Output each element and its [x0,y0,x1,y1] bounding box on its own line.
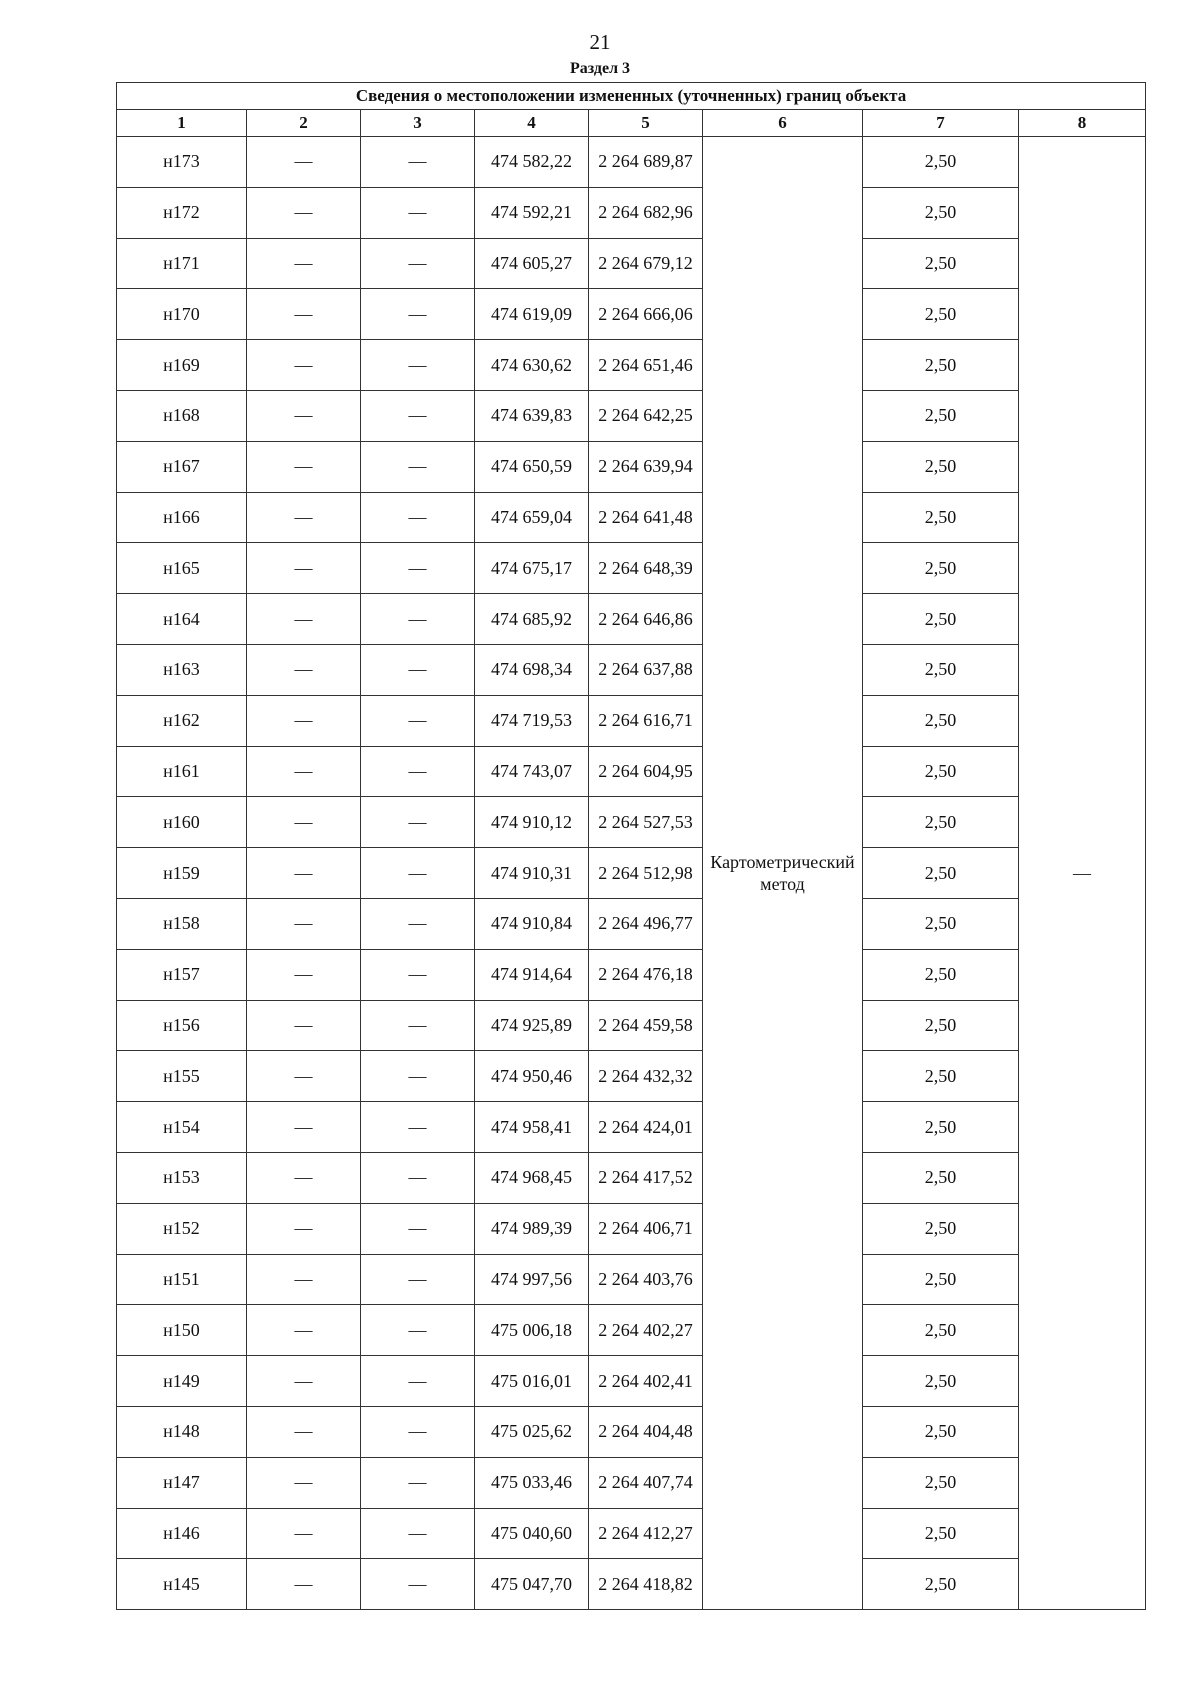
column-2-cell: — [247,390,361,441]
y-coordinate-cell: 2 264 648,39 [589,543,703,594]
y-coordinate-cell: 2 264 604,95 [589,746,703,797]
table-title: Сведения о местоположении измененных (уточненных) границ объекта [117,83,1146,110]
point-cell: н157 [117,949,247,1000]
y-coordinate-cell: 2 264 432,32 [589,1051,703,1102]
x-coordinate-cell: 474 989,39 [475,1203,589,1254]
point-cell: н167 [117,441,247,492]
precision-cell: 2,50 [863,1559,1019,1610]
column-3-cell: — [361,1356,475,1407]
column-2-cell: — [247,1102,361,1153]
x-coordinate-cell: 474 925,89 [475,1000,589,1051]
x-coordinate-cell: 474 950,46 [475,1051,589,1102]
x-coordinate-cell: 474 910,12 [475,797,589,848]
y-coordinate-cell: 2 264 402,41 [589,1356,703,1407]
precision-cell: 2,50 [863,441,1019,492]
y-coordinate-cell: 2 264 641,48 [589,492,703,543]
precision-cell: 2,50 [863,137,1019,188]
x-coordinate-cell: 474 958,41 [475,1102,589,1153]
y-coordinate-cell: 2 264 407,74 [589,1457,703,1508]
point-cell: н148 [117,1406,247,1457]
column-2-cell: — [247,1356,361,1407]
column-3-cell: — [361,1457,475,1508]
table-row [117,1406,1146,1457]
table-row [117,1559,1146,1610]
column-2-cell: — [247,1152,361,1203]
x-coordinate-cell: 474 659,04 [475,492,589,543]
point-cell: н153 [117,1152,247,1203]
precision-cell: 2,50 [863,1356,1019,1407]
table-row [117,441,1146,492]
precision-cell: 2,50 [863,340,1019,391]
column-2-cell: — [247,340,361,391]
column-3-cell: — [361,644,475,695]
y-coordinate-cell: 2 264 512,98 [589,848,703,899]
x-coordinate-cell: 475 033,46 [475,1457,589,1508]
y-coordinate-cell: 2 264 459,58 [589,1000,703,1051]
table-row [117,1102,1146,1153]
table-row [117,289,1146,340]
column-2-cell: — [247,848,361,899]
precision-cell: 2,50 [863,1152,1019,1203]
y-coordinate-cell: 2 264 406,71 [589,1203,703,1254]
point-cell: н149 [117,1356,247,1407]
precision-cell: 2,50 [863,1000,1019,1051]
point-cell: н145 [117,1559,247,1610]
precision-cell: 2,50 [863,746,1019,797]
column-3-cell: — [361,746,475,797]
x-coordinate-cell: 474 675,17 [475,543,589,594]
precision-cell: 2,50 [863,1406,1019,1457]
precision-cell: 2,50 [863,1102,1019,1153]
x-coordinate-cell: 474 630,62 [475,340,589,391]
precision-cell: 2,50 [863,644,1019,695]
column-2-cell: — [247,137,361,188]
column-3-cell: — [361,1508,475,1559]
table-row [117,695,1146,746]
column-3-cell: — [361,289,475,340]
table-row [117,746,1146,797]
x-coordinate-cell: 474 743,07 [475,746,589,797]
precision-cell: 2,50 [863,695,1019,746]
column-3-cell: — [361,1152,475,1203]
point-cell: н163 [117,644,247,695]
point-cell: н170 [117,289,247,340]
column-3-cell: — [361,695,475,746]
column-number: 6 [703,110,863,137]
precision-cell: 2,50 [863,1051,1019,1102]
column-3-cell: — [361,1305,475,1356]
column-2-cell: — [247,898,361,949]
y-coordinate-cell: 2 264 496,77 [589,898,703,949]
column-2-cell: — [247,1508,361,1559]
table-row [117,594,1146,645]
x-coordinate-cell: 474 968,45 [475,1152,589,1203]
table-row [117,949,1146,1000]
column-number: 5 [589,110,703,137]
column-3-cell: — [361,1203,475,1254]
point-cell: н146 [117,1508,247,1559]
y-coordinate-cell: 2 264 642,25 [589,390,703,441]
table-row [117,1203,1146,1254]
y-coordinate-cell: 2 264 689,87 [589,137,703,188]
x-coordinate-cell: 474 698,34 [475,644,589,695]
y-coordinate-cell: 2 264 424,01 [589,1102,703,1153]
column-number: 2 [247,110,361,137]
table-row [117,390,1146,441]
x-coordinate-cell: 475 006,18 [475,1305,589,1356]
column-3-cell: — [361,1254,475,1305]
point-cell: н147 [117,1457,247,1508]
column-2-cell: — [247,1203,361,1254]
table-row [117,1508,1146,1559]
table-row [117,1254,1146,1305]
point-cell: н172 [117,187,247,238]
y-coordinate-cell: 2 264 679,12 [589,238,703,289]
column-3-cell: — [361,1051,475,1102]
table-row [117,848,1146,899]
column-2-cell: — [247,797,361,848]
precision-cell: 2,50 [863,1457,1019,1508]
column-2-cell: — [247,289,361,340]
column-3-cell: — [361,1102,475,1153]
point-cell: н166 [117,492,247,543]
table-row [117,187,1146,238]
column-2-cell: — [247,238,361,289]
point-cell: н160 [117,797,247,848]
precision-cell: 2,50 [863,594,1019,645]
x-coordinate-cell: 474 605,27 [475,238,589,289]
column-8-cell: — [1019,137,1146,1610]
column-number: 8 [1019,110,1146,137]
precision-cell: 2,50 [863,289,1019,340]
point-cell: н156 [117,1000,247,1051]
point-cell: н164 [117,594,247,645]
column-3-cell: — [361,1559,475,1610]
column-number: 7 [863,110,1019,137]
column-2-cell: — [247,644,361,695]
table-body [117,137,1146,1610]
table-row [117,1152,1146,1203]
point-cell: н155 [117,1051,247,1102]
column-2-cell: — [247,1000,361,1051]
y-coordinate-cell: 2 264 418,82 [589,1559,703,1610]
x-coordinate-cell: 474 582,22 [475,137,589,188]
column-3-cell: — [361,797,475,848]
table-row [117,1051,1146,1102]
precision-cell: 2,50 [863,492,1019,543]
precision-cell: 2,50 [863,1305,1019,1356]
precision-cell: 2,50 [863,898,1019,949]
y-coordinate-cell: 2 264 651,46 [589,340,703,391]
x-coordinate-cell: 474 910,84 [475,898,589,949]
x-coordinate-cell: 475 040,60 [475,1508,589,1559]
column-number: 4 [475,110,589,137]
precision-cell: 2,50 [863,390,1019,441]
y-coordinate-cell: 2 264 476,18 [589,949,703,1000]
x-coordinate-cell: 474 650,59 [475,441,589,492]
column-2-cell: — [247,949,361,1000]
precision-cell: 2,50 [863,1508,1019,1559]
column-3-cell: — [361,137,475,188]
y-coordinate-cell: 2 264 402,27 [589,1305,703,1356]
column-2-cell: — [247,543,361,594]
x-coordinate-cell: 474 914,64 [475,949,589,1000]
column-2-cell: — [247,1254,361,1305]
column-number-row [117,110,1146,137]
column-3-cell: — [361,390,475,441]
column-3-cell: — [361,543,475,594]
x-coordinate-cell: 474 592,21 [475,187,589,238]
table-row [117,543,1146,594]
column-2-cell: — [247,1305,361,1356]
page-number: 21 [589,30,611,54]
column-3-cell: — [361,1406,475,1457]
column-2-cell: — [247,187,361,238]
table-row [117,492,1146,543]
precision-cell: 2,50 [863,1254,1019,1305]
point-cell: н150 [117,1305,247,1356]
column-3-cell: — [361,340,475,391]
y-coordinate-cell: 2 264 666,06 [589,289,703,340]
x-coordinate-cell: 475 016,01 [475,1356,589,1407]
y-coordinate-cell: 2 264 682,96 [589,187,703,238]
x-coordinate-cell: 474 639,83 [475,390,589,441]
table-row [117,1457,1146,1508]
precision-cell: 2,50 [863,949,1019,1000]
column-2-cell: — [247,1051,361,1102]
x-coordinate-cell: 475 025,62 [475,1406,589,1457]
table-row [117,644,1146,695]
table-row [117,137,1146,188]
y-coordinate-cell: 2 264 616,71 [589,695,703,746]
table-row [117,1305,1146,1356]
table-row [117,340,1146,391]
point-cell: н165 [117,543,247,594]
point-cell: н154 [117,1102,247,1153]
point-cell: н152 [117,1203,247,1254]
column-3-cell: — [361,238,475,289]
column-2-cell: — [247,594,361,645]
table-row [117,1000,1146,1051]
method-cell: Картометрический метод [703,137,863,1610]
table-row [117,1356,1146,1407]
column-2-cell: — [247,441,361,492]
x-coordinate-cell: 474 685,92 [475,594,589,645]
table-row [117,797,1146,848]
column-3-cell: — [361,492,475,543]
table-row [117,238,1146,289]
point-cell: н159 [117,848,247,899]
column-3-cell: — [361,898,475,949]
precision-cell: 2,50 [863,1203,1019,1254]
point-cell: н158 [117,898,247,949]
point-cell: н151 [117,1254,247,1305]
precision-cell: 2,50 [863,238,1019,289]
column-2-cell: — [247,746,361,797]
column-3-cell: — [361,1000,475,1051]
y-coordinate-cell: 2 264 527,53 [589,797,703,848]
y-coordinate-cell: 2 264 417,52 [589,1152,703,1203]
precision-cell: 2,50 [863,187,1019,238]
point-cell: н173 [117,137,247,188]
point-cell: н169 [117,340,247,391]
x-coordinate-cell: 474 619,09 [475,289,589,340]
point-cell: н161 [117,746,247,797]
x-coordinate-cell: 474 997,56 [475,1254,589,1305]
section-title: Раздел 3 [569,60,631,77]
column-2-cell: — [247,492,361,543]
column-3-cell: — [361,848,475,899]
column-2-cell: — [247,1406,361,1457]
y-coordinate-cell: 2 264 412,27 [589,1508,703,1559]
y-coordinate-cell: 2 264 637,88 [589,644,703,695]
column-2-cell: — [247,1457,361,1508]
y-coordinate-cell: 2 264 403,76 [589,1254,703,1305]
precision-cell: 2,50 [863,797,1019,848]
column-3-cell: — [361,187,475,238]
point-cell: н168 [117,390,247,441]
precision-cell: 2,50 [863,543,1019,594]
coordinates-table [116,82,1146,1610]
column-2-cell: — [247,1559,361,1610]
x-coordinate-cell: 474 719,53 [475,695,589,746]
y-coordinate-cell: 2 264 639,94 [589,441,703,492]
y-coordinate-cell: 2 264 404,48 [589,1406,703,1457]
precision-cell: 2,50 [863,848,1019,899]
column-2-cell: — [247,695,361,746]
column-3-cell: — [361,949,475,1000]
x-coordinate-cell: 474 910,31 [475,848,589,899]
point-cell: н171 [117,238,247,289]
column-number: 1 [117,110,247,137]
x-coordinate-cell: 475 047,70 [475,1559,589,1610]
column-3-cell: — [361,594,475,645]
column-3-cell: — [361,441,475,492]
column-number: 3 [361,110,475,137]
point-cell: н162 [117,695,247,746]
table-row [117,898,1146,949]
y-coordinate-cell: 2 264 646,86 [589,594,703,645]
